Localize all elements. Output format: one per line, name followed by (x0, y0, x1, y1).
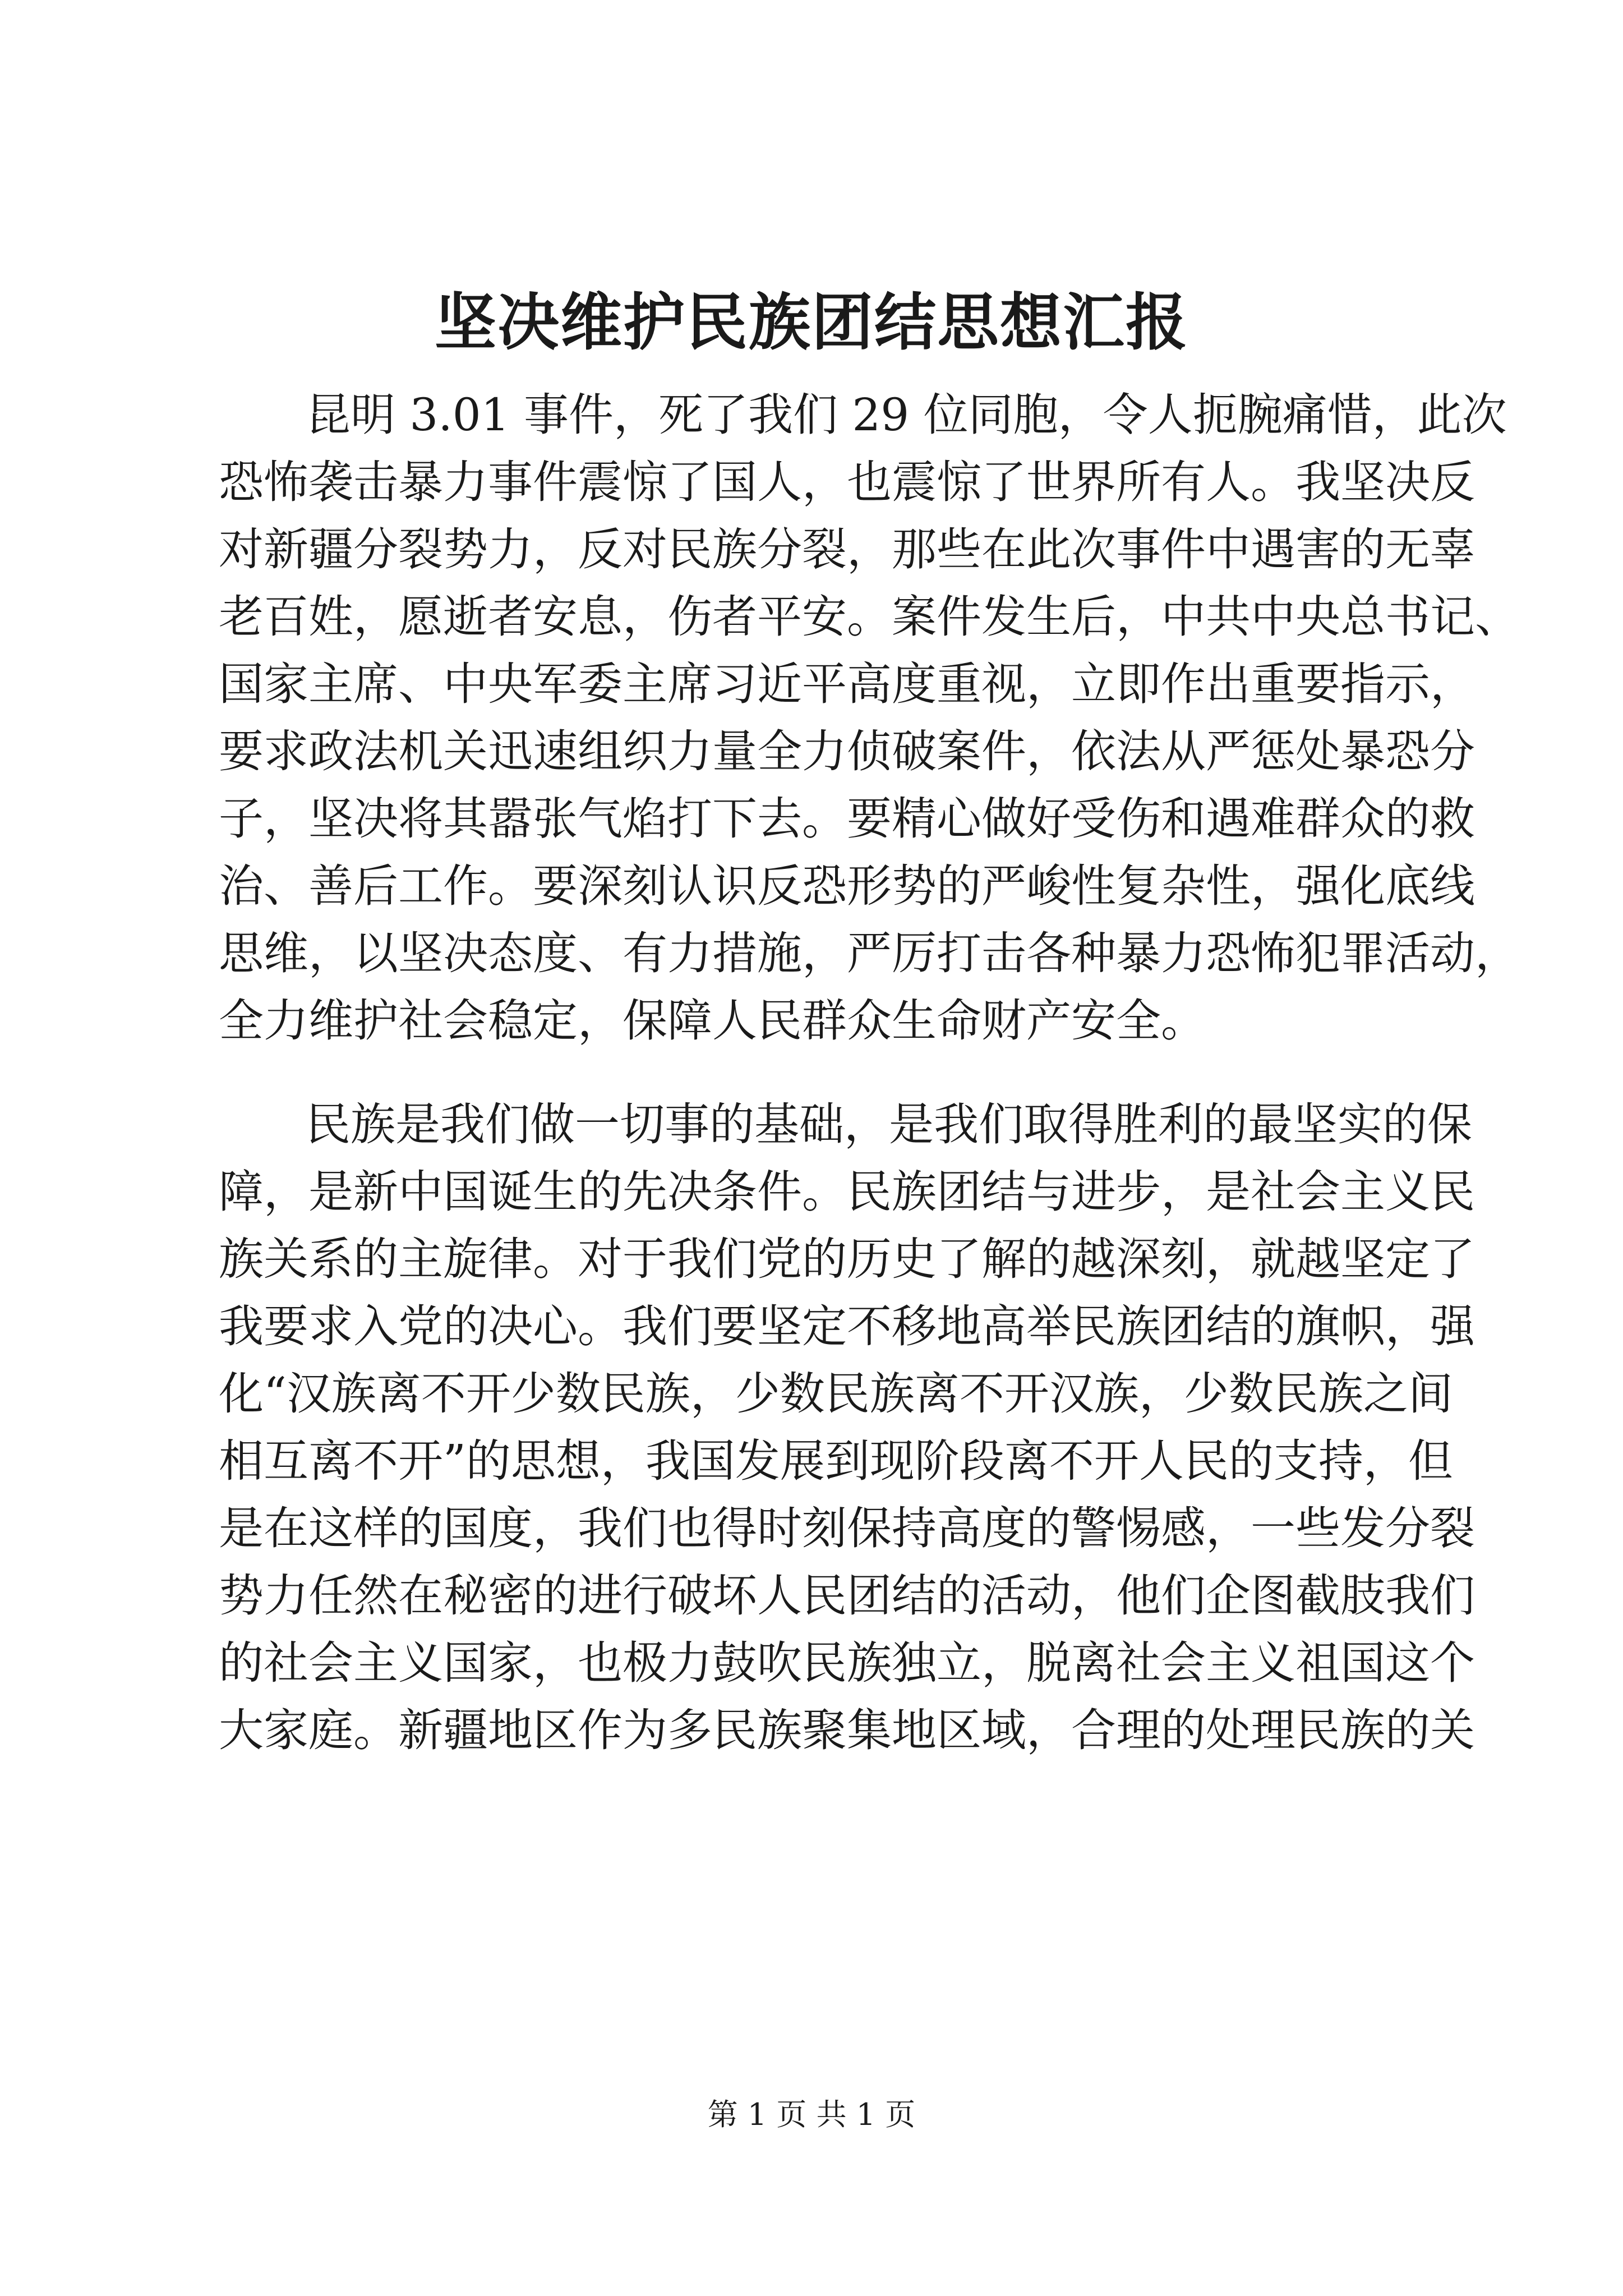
text-line: 思维，以坚决态度、有力措施，严厉打击各种暴力恐怖犯罪活动， (219, 927, 1520, 979)
page-footer: 第 1 页 共 1 页 (707, 2097, 916, 2132)
text-line: 昆明 3.01 事件，死了我们 29 位同胞，令人扼腕痛惜，此次 (306, 389, 1507, 441)
text-line: 大家庭。新疆地区作为多民族聚集地区域，合理的处理民族的关 (219, 1704, 1475, 1756)
text-line: 老百姓，愿逝者安息，伤者平安。案件发生后，中共中央总书记、 (219, 591, 1520, 643)
text-line: 对新疆分裂势力，反对民族分裂，那些在此次事件中遇害的无辜 (219, 523, 1475, 576)
text-line: 治、善后工作。要深刻认识反恐形势的严峻性复杂性，强化底线 (219, 860, 1475, 912)
text-line: 化“汉族离不开少数民族，少数民族离不开汉族，少数民族之间 (219, 1368, 1453, 1420)
text-line: 要求政法机关迅速组织力量全力侦破案件，依法从严惩处暴恐分 (219, 725, 1475, 777)
text-line: 国家主席、中央军委主席习近平高度重视，立即作出重要指示， (219, 658, 1475, 710)
document-title: 坚决维护民族团结思想汇报 (435, 286, 1188, 358)
text-line: 相互离不开”的思想，我国发展到现阶段离不开人民的支持，但 (219, 1435, 1453, 1487)
text-line: 障，是新中国诞生的先决条件。民族团结与进步，是社会主义民 (219, 1166, 1475, 1218)
text-line: 我要求入党的决心。我们要坚定不移地高举民族团结的旗帜，强 (219, 1300, 1475, 1352)
text-line: 子，坚决将其嚣张气焰打下去。要精心做好受伤和遇难群众的救 (219, 793, 1475, 845)
text-line: 是在这样的国度，我们也得时刻保持高度的警惕感，一些发分裂 (219, 1502, 1475, 1554)
text-line: 恐怖袭击暴力事件震惊了国人，也震惊了世界所有人。我坚决反 (219, 456, 1475, 508)
text-line: 全力维护社会稳定，保障人民群众生命财产安全。 (219, 995, 1206, 1047)
text-line: 民族是我们做一切事的基础，是我们取得胜利的最坚实的保 (306, 1098, 1472, 1151)
text-line: 势力任然在秘密的进行破坏人民团结的活动，他们企图截肢我们 (219, 1570, 1475, 1622)
text-line: 的社会主义国家，也极力鼓吹民族独立，脱离社会主义祖国这个 (219, 1637, 1475, 1689)
text-line: 族关系的主旋律。对于我们党的历史了解的越深刻，就越坚定了 (219, 1233, 1475, 1285)
